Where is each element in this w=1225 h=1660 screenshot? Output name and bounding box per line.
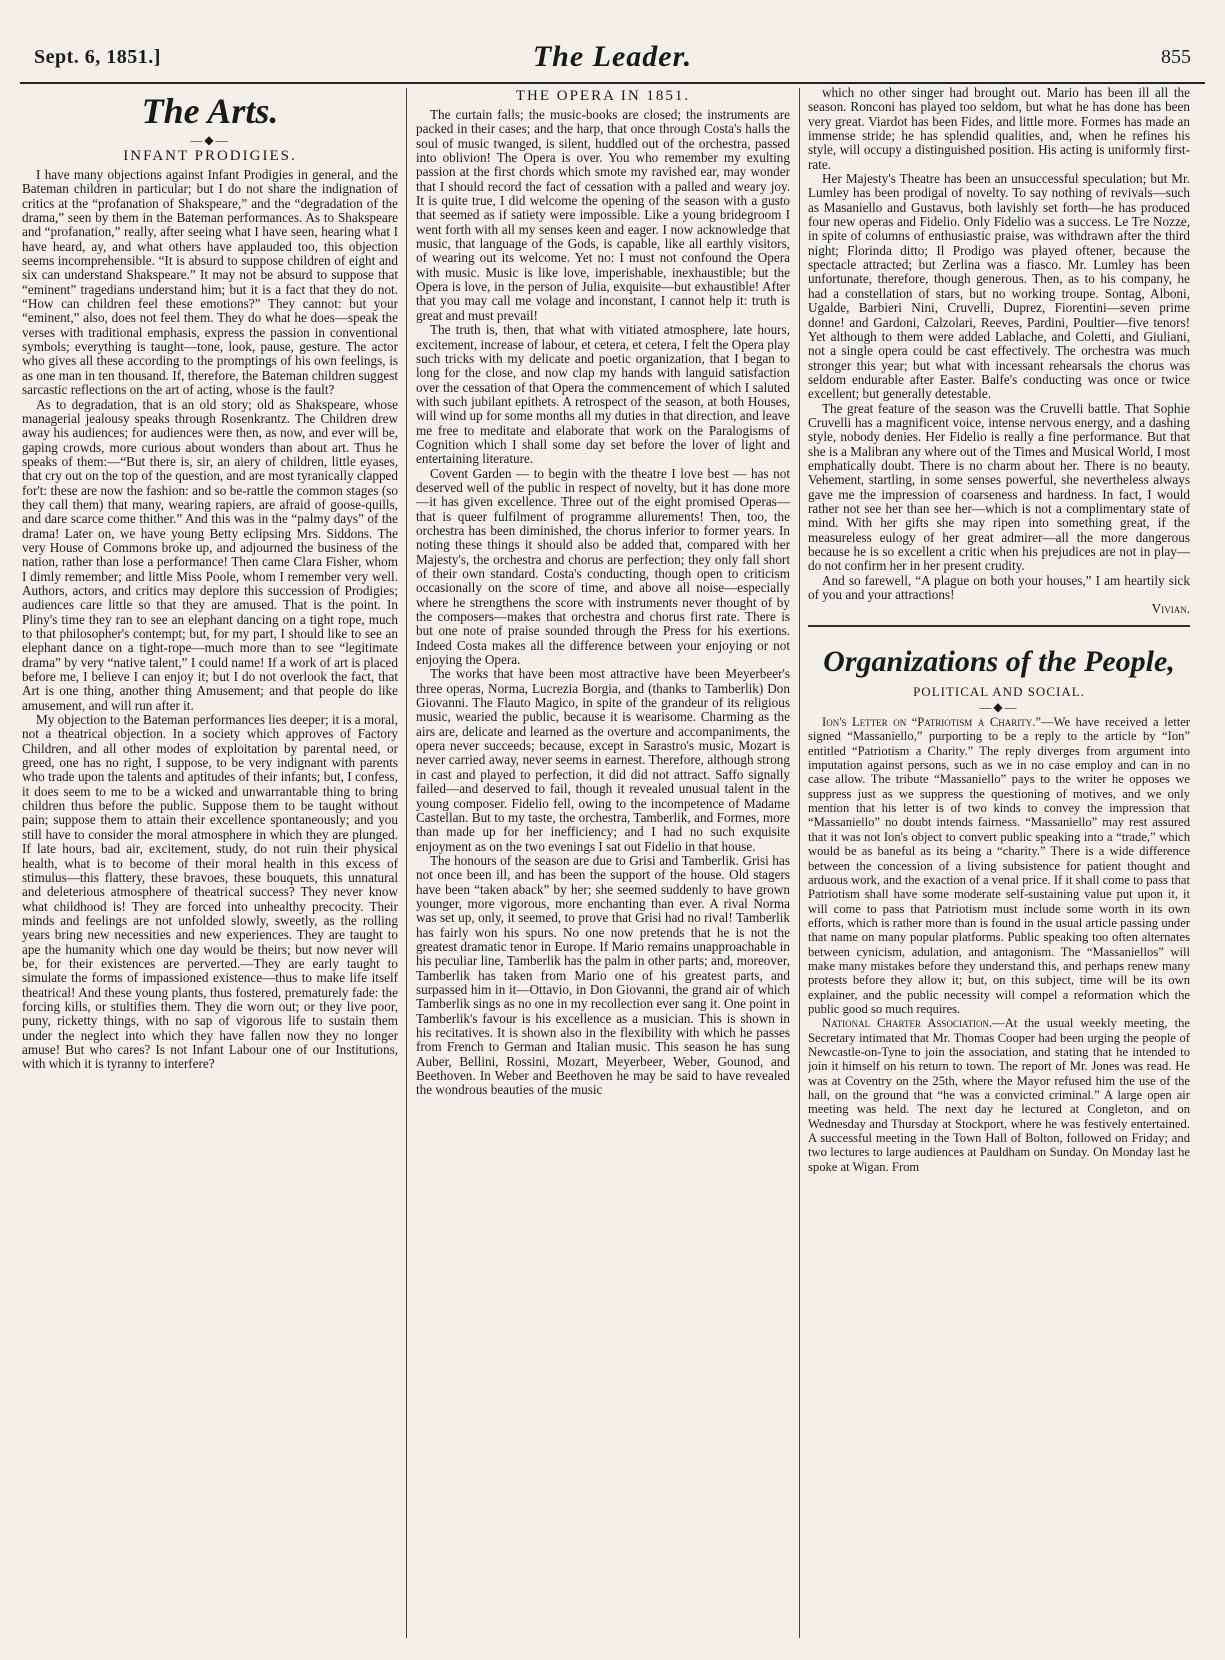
article-paragraph: My objection to the Bateman performances lies deeper; it is a moral, not a theatrical objection. In a society which approves of Factory Children, and all other modes of exploitation by parental need, or greed, one has no right, I suppose, to be very indignant with parents who trade upon the talents and aptitudes of their infants; but, I confess, it does seem to me to be a wicked and unwarrantable thing to bring children thus before the public. Suppose them to be taught without pain; suppose them to attain their excellence spontaneously; and you still have to consider the moral atmosphere in which they are plunged. If late hours, bad air, excitement, study, do not ruin their physical health, what is to become of their moral health in this excess of stimulus—this flattery, these bravoes, these bouquets, this unnatural and deleterious atmosphere of theatrical success? They never know what childhood is! They are forced into unhealthy precocity. Their minds and feelings are not unfolded slowly, sweetly, as the rolling years bring new necessities and new experiences. They are taught to ape the humanity which one day would be theirs; but now never will be, for their existences are perverted.—They are early taught to simulate the forms of impassioned existence—thus to make life itself theatrical! And these young plants, thus fostered, prematurely fade: the forcing kills, or stultifies them. They die worn out; or they live poor, puny, ricketty things, with no sap of vigorous life to sustain them under the neglect into which they have fallen now they no longer amuse! But who cares? Is not Infant Labour one of our Institutions, with which it is tyranny to interfere? [22,712,398,1072]
article-paragraph: Covent Garden — to begin with the theatre I love best — has not deserved well of the public in respect of novelty, but it has done more—it has given excellence. Three out of the eight promised Operas—that is queer fulfilment of programme allurements! Then, too, the orchestra has been diminished, the chorus inferior to former years. In noting these things it should also be added that, compared with her Majesty's, the orchestra and chorus are perfection; they only fall short of their own standard. Costa's conducting, though open to criticism occasionally on the score of time, and above all noise—especially where he strengthens the score with instruments never thought of by the composers—makes that orchestra and chorus first rate. There is but one note of praise sounded through the Press for his exertions. Indeed Costa makes all the difference between your enjoying or not enjoying the Opera. [416,465,790,668]
article-paragraph: The curtain falls; the music-books are closed; the instruments are packed in their cases; and the harp, that once through Costa's halls the soul of music twanged, is silent, huddled out of the orchestra, passed into oblivion! The Opera is over. You who remember my exulting passion at the first chords which smote my ravished ear, may wonder that I should record the fact of cessation with a palled and weary joy. It is quite true, I did welcome the opening of the season with a gusto that seemed as if satiety were impossible. Like a young bridegroom I went forth with all my senses keen and eager. I now acknowledge that music, that language of the Gods, is capable, like all earthly visitors, of wearing out its welcome. Yet no: I must not confound the Opera with music. Music is like love, imperishable, inexhaustible; but the Opera is love, in the person of Julia, exquisite—but exhaustible! After that you may call me volage and inconstant, I cannot help it: truth is great and must prevail! [416,107,790,323]
column-1 [22,86,398,1646]
article-paragraph: Her Majesty's Theatre has been an unsuccessful speculation; but Mr. Lumley has been prodigal of novelty. To say nothing of revivals—such as Masaniello and Gustavus, both lavishly set forth—he has produced four new operas and Fidelio. Only Fidelio was a success. Le Tre Nozze, in spite of columns of enthusiastic praise, was withdrawn after the third night; Florinda ditto; Il Prodigo was played oftener, because the spectacle attracted; but Zerlina was a fiasco. Mr. Lumley has been unfortunate, therefore, though generous. Then, as to his company, he had a constellation of stars, but no working troupe. Sontag, Alboni, Ugalde, Barbieri Nini, Cruvelli, Duprez, Fiorentini—seven prime donne! and Gardoni, Calzolari, Reeves, Pardini, Poultier—five tenors! Yet although to them were added Lablache, and Coletti, and Giuliani, not a single opera could be cast effectively. The orchestra was much stronger this year; but what with incessant rehearsals the chorus was seldom endurable after Easter. Balfe's conducting was once or twice excellent; but generally detestable. [808,171,1190,402]
column-rule-2 [799,88,800,1638]
article-paragraph: The honours of the season are due to Grisi and Tamberlik. Grisi has not once been ill, and has been the support of the house. Old stagers have been “taken aback” by her; she seemed suddenly to have grown younger, more vigorous, more enchanting than ever. A rival Norma was set up, only, it seemed, to prove that Grisi had no rival! Tamberlik has fairly won his spurs. No one now pretends that he is not the greatest dramatic tenor in Europe. If Mario remains unapproachable in his peculiar line, Tamberlik has the palm in other parts; and, moreover, Tamberlik has taken from Mario one of his greatest parts, and surpassed him in it—Ottavio, in Don Giovanni, the grand air of which Tamberlik sings as no one in my recollection ever sang it. One point in Tamberlik's favour is his excellence as a musician. This is shown in his recitatives. It is shown also in the flexibility with which he passes from French to German and Italian music. This season he has sung Auber, Bellini, Rossini, Mozart, Meyerbeer, Weber, Gounod, and Beethoven. In Weber and Beethoven he may be said to have revealed the wondrous beauties of the music [416,852,790,1098]
article-paragraph: I have many objections against Infant Prodigies in general, and the Bateman children in particular; but I do not share the indignation of critics at the “profanation of Shakspeare,” and the “degradation of the drama,” seen by them in the Bateman performances. As to Shakspeare and “profanation,” really, after seeing what I have seen, hearing what I have heard, ay, and what others have applauded too, this objection seems incomprehensible. “It is absurd to suppose children of eight and six can understand Shakspeare.” It may not be absurd to suppose that “eminent” tragedians understand him; but it is a fact that they do not. “How can children feel these emotions?” They cannot: but your “eminent,” also, does not feel them. They do what he does—speak the verses with traditional emphasis, express the passion in conventional symbols; everything is taught—tone, look, pause, gesture. The actor who gives all these according to the promptings of his own feelings, is as one man in ten thousand. If, therefore, the Bateman children suggest sarcastic reflections on the art of acting, whose is the fault? [22,167,398,398]
ornament-divider: —◆— [190,133,230,147]
news-item-lead: National Charter Association. [822,1016,993,1031]
column-rule-1 [406,88,407,1638]
newspaper-title: The Leader. [532,40,693,73]
news-item-lead: Ion's Letter on “Patriotism a Charity.” [822,715,1041,730]
article-paragraph: And so farewell, “A plague on both your houses,” I am heartily sick of you and your attractions! [808,572,1190,603]
arts-section-title: The Arts. [141,91,279,131]
column-2 [416,86,790,1646]
ornament-divider: —◆— [979,700,1019,715]
infant-prodigies-title: INFANT PRODIGIES. [123,148,297,164]
news-item-text: —At the usual weekly meeting, the Secretary intimated that Mr. Thomas Cooper had been urging the people of Newcastle-on-Tyne to join the association, and stating that he intended to join it himself on his return to town. The report of Mr. Jones was read. He was at Coventry on the 25th, where the Mayor refused him the use of the hall, on the ground that “he was a convicted criminal.” A large open air meeting was held. The next day he lectured at Congleton, and on Wednesday and Thursday at Stockport, where he was festively entertained. A successful meeting in the Town Hall of Bolton, followed on Friday; and two lectures to large audiences at Pauldham on Sunday. On Monday last he spoke at Wigan. From [808,1016,1190,1174]
news-item [808,715,1190,1016]
author-signature: Vivian. [1151,601,1190,617]
article-paragraph: The truth is, then, that what with vitiated atmosphere, late hours, excitement, increase of labour, et cetera, et cetera, I felt the Opera play such tricks with my delicate and poetic organization, that I began to long for the close, and now clap my hands with languid satisfaction over the cessation of that Opera the commencement of which I saluted with such jubilant epithets. A retrospect of the season, at both Houses, will wind up for some months all my duties in that direction, and leave me free to meditate and elaborate that work on the Paralogisms of Cognition which I shall some day set before the lover of light and entertaining literature. [416,322,790,467]
section-divider [808,625,1190,627]
article-paragraph: which no other singer had brought out. Mario has been ill all the season. Ronconi has played too seldom, but what he has done has been very great. Viardot has been Fides, and little more. Formes has made an immense stride; he has splendid qualities, and, when he refines his style, will occupy a distinguished position. His acting is uniformly first-rate. [808,86,1190,172]
article-paragraph: The works that have been most attractive have been Meyerbeer's three operas, Norma, Lucrezia Borgia, and (thanks to Tamberlik) Don Giovanni. The Flauto Magico, in spite of the grandeur of its religious music, wearied the public, because it is wearisome. Charming as the airs are, delicate and learned as the overture and accompaniments, the opera never succeeds; because, except in Sarastro's music, Mozart is never carried away, never seems in earnest. Therefore, although strong in cast and played to perfection, it did did not attract. Saffo signally failed—and deserved to fail, though it revealed unusual talent in the young composer. Fidelio fell, owing to the incompetence of Madame Castellan. But to my taste, the orchestra, Tamberlik, and Formes, more than made up for her inefficiency; and I had no such exquisite enjoyment as on the two evenings I sat out Fidelio in that house. [416,666,790,854]
column-3 [808,86,1190,1646]
news-item [808,1016,1190,1174]
organizations-subtitle: POLITICAL AND SOCIAL. [913,683,1085,699]
opera-article-title: THE OPERA IN 1851. [515,88,691,104]
article-paragraph: As to degradation, that is an old story; old as Shakspeare, whose managerial jealousy speaks through Rosenkrantz. The Children drew away his audiences; for audiences were then, as now, and ever will be, gaping crowds, more curious about wonders than about art. Thus he speaks of them:—“But there is, sir, an aiery of children, little eyases, that cry out on the top of the question, and are most tyranically clapped for't: these are now the fashion: and so be-rattle the common stages (so they call them) that many, wearing rapiers, are afraid of goose-quills, and dare scarce come thither.” And this was in the “palmy days” of the drama! Later on, we have young Betty eclipsing Mrs. Siddons. The very House of Commons broke up, and adjourned the business of the nation, rather than lose a performance! Then came Clara Fisher, whom I dimly remember; and little Miss Poole, whom I remember very well. Authors, actors, and critics may deplore this succession of Prodigies; audiences care little so that they are amused. That is the point. In Pliny's time they ran to see an elephant dancing on a tight rope, much to that philosopher's contempt; but, for my part, I should like to see an elephant dance on a tight-rope—much more than to see “legitimate drama” by very “native talent,” I could name! If a work of art is placed before me, I believe I can enjoy it; but I do not overlook the fact, that Art is one thing, another thing Amusement; and that people do like amusement, and will run after it. [22,396,398,713]
issue-date: Sept. 6, 1851.] [34,46,161,68]
masthead [20,34,1205,84]
organizations-section-title: Organizations of the People, [823,644,1175,678]
article-paragraph: The great feature of the season was the Cruvelli battle. That Sophie Cruvelli has a magnificent voice, intense nervous energy, and a dashing style, nobody denies. Her Fidelio is really a fine performance. But that she is a Malibran any where out of the Times and Musical World, I most emphatically doubt. There is no charm about her. There is no beauty. Vehement, startling, in some senses powerful, she nevertheless always gave me the impression of coarseness and hardness. In fact, I would rather not see her than see her—which is not a complimentary state of mind. With her gifts she may ripen into something great, if the measureless eulogy of her great admirer—all the more dangerous because he is so excellent a critic when his prejudices are not in play—do not confirm her in her present crudity. [808,400,1190,574]
page-number: 855 [1161,46,1191,68]
news-item-text: —We have received a letter signed “Massaniello,” purporting to be a reply to the article by “Ion” entitled “Patriotism a Charity.” The reply diverges from argument into imputation against persons, such as we in no case employ and can in no case allow. The tribute “Massaniello” pays to the writer he opposes we suppress just as we suppress the questioning of motives, and we only mention that his letter is of two kinds to convey the impression that “Massaniello” no doubt intends fairness. “Massaniello” may rest assured that it was not Ion's object to convert public speaking into a “trade,” which would be as baneful as its being a “charity.” There is a wide difference between the concession of a living subsistence for patient thought and arduous work, and the exaction of a venal price. If it shall come to pass that Patriotism shall have some moderate self-sustaining value put upon it, it will come to pass that Patriotism must include some worth in its own efforts, which is rather more than is found in the usual article passing under that name on many popular platforms. Public speaking too often alternates between cynicism, adulation, and antagonism. The “Massaniellos” will make many mistakes before they understand this, and perhaps renew many protests before they allow it; but, on this subject, time will be its own explainer, and the public necessity will compel a reformation which the public good so much requires. [808,715,1190,1016]
